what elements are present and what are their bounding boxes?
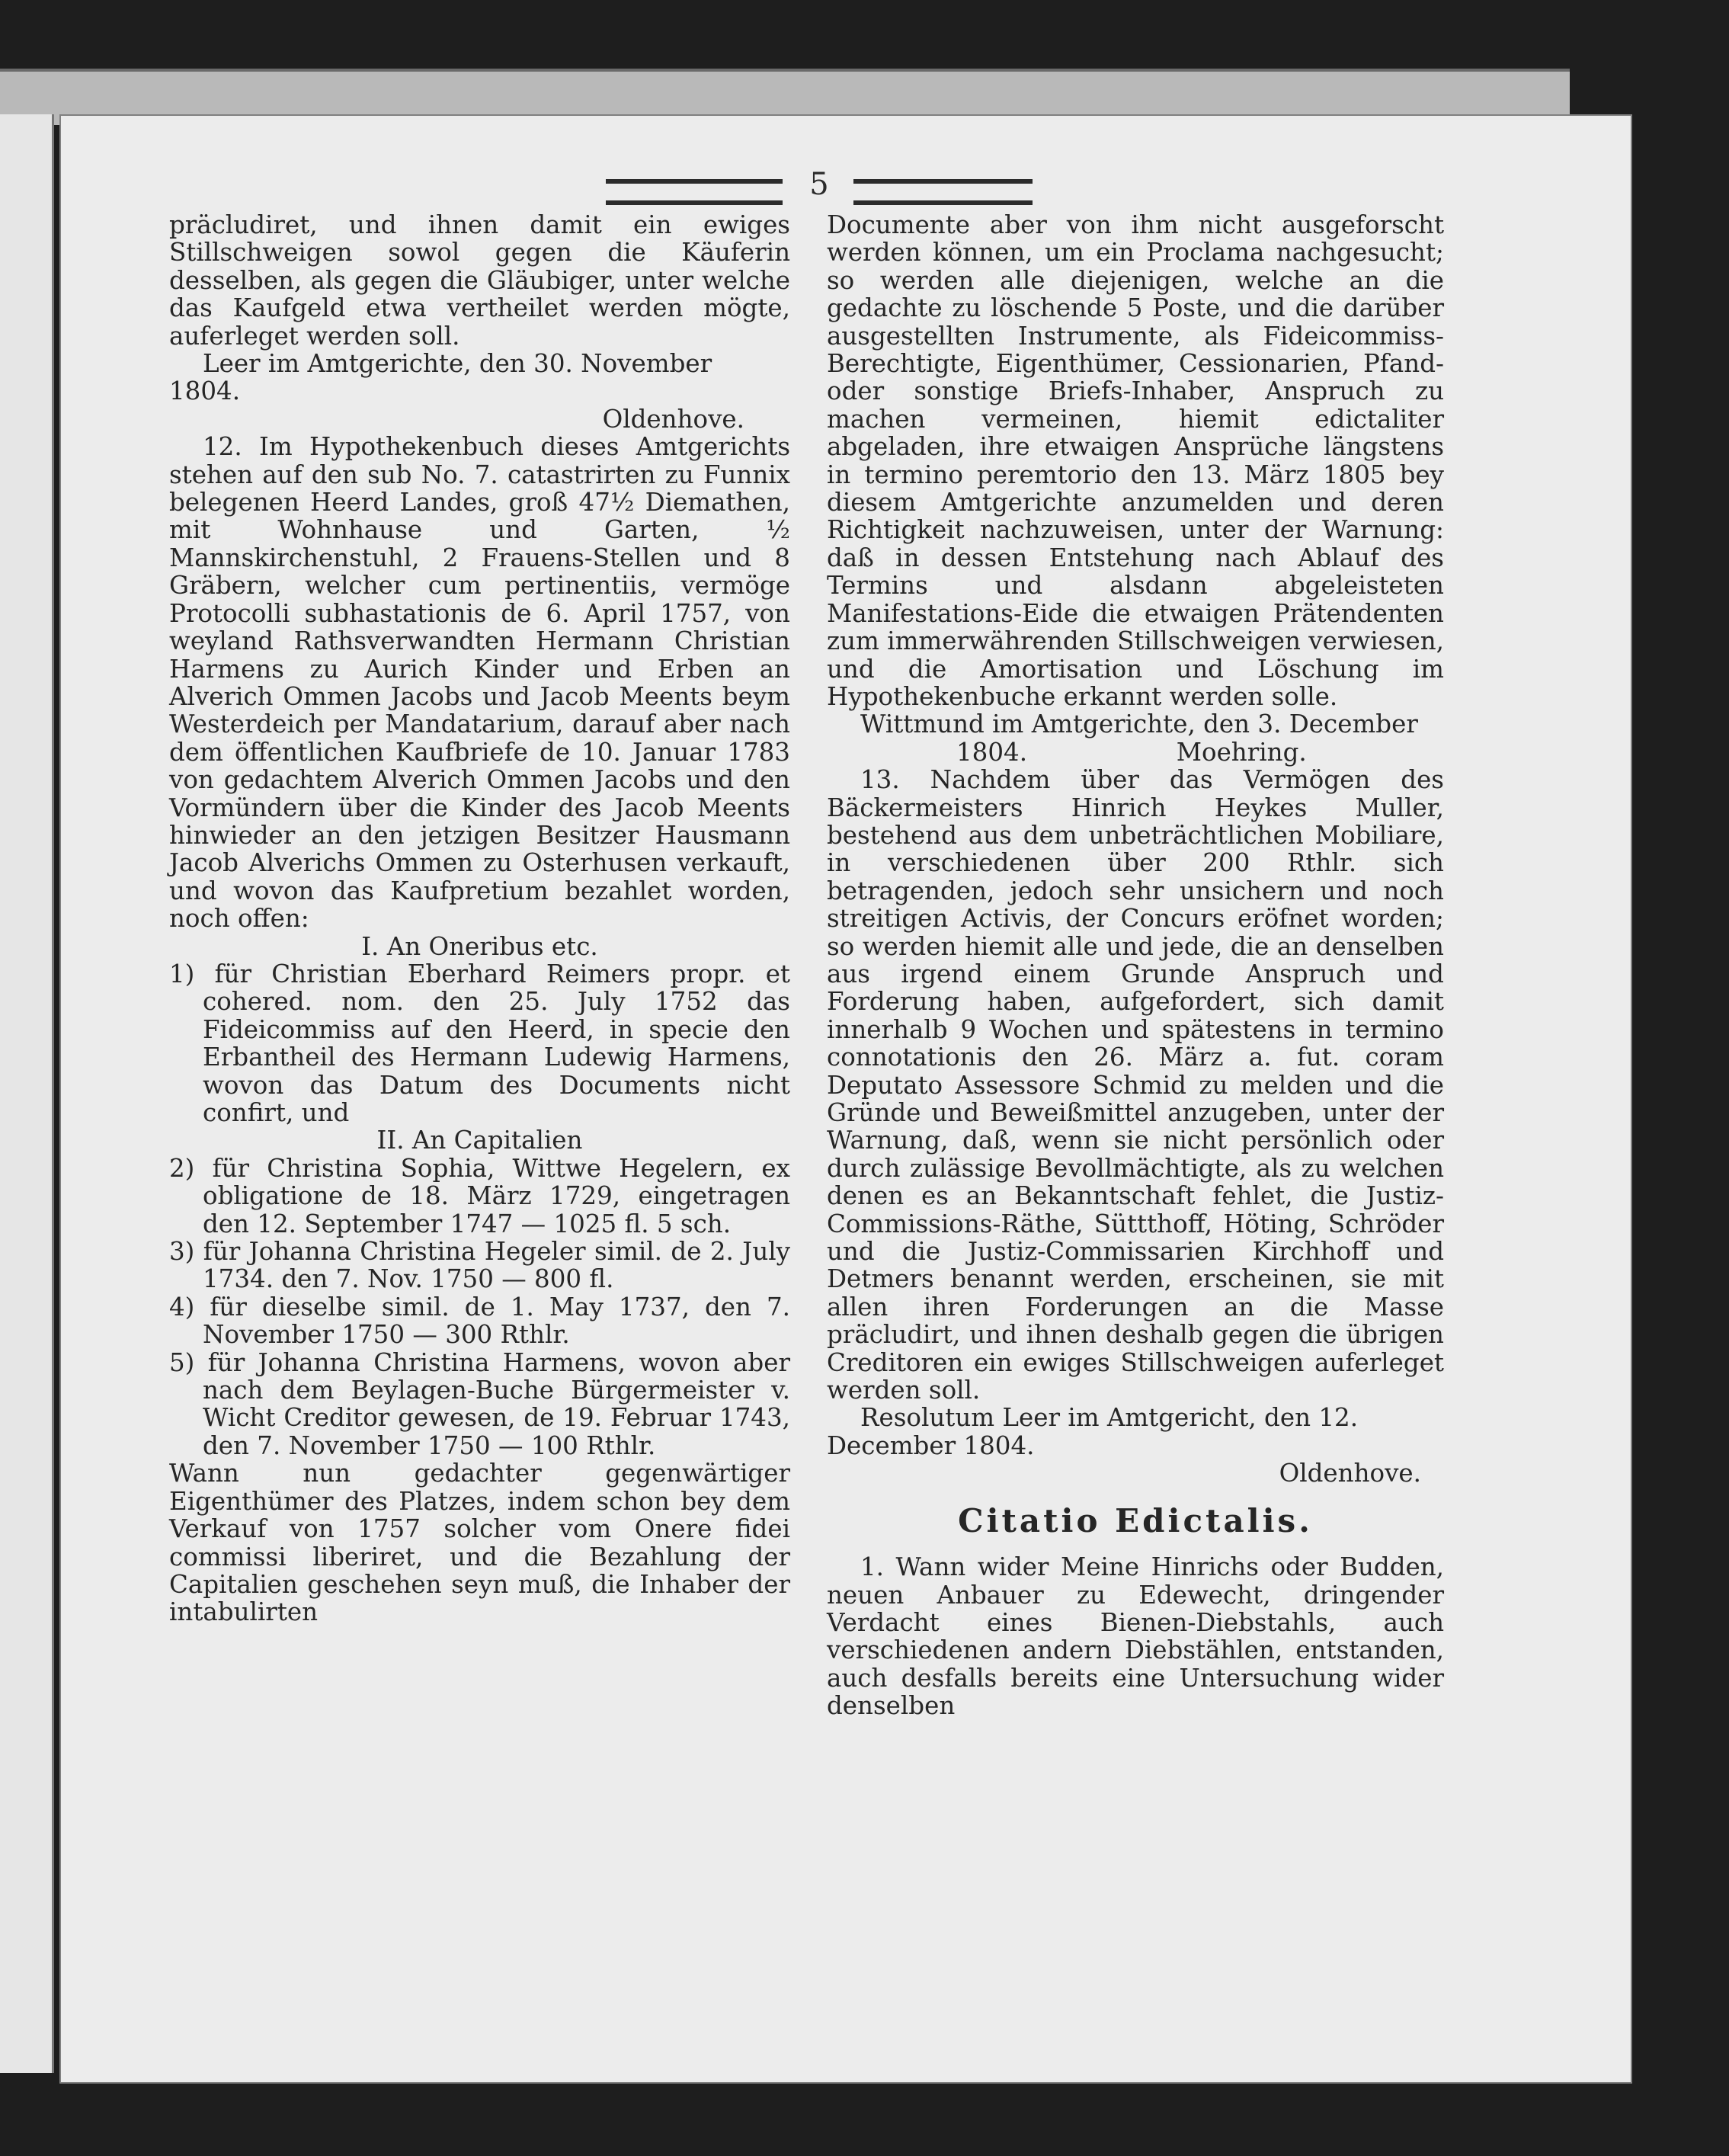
signature-line <box>827 738 1444 766</box>
signature: Oldenhove. <box>1279 1459 1421 1488</box>
section-heading: II. An Capitalien <box>376 1126 583 1155</box>
paragraph: Wann nun gedachter gegenwärtiger Eigenthümer des Platzes, indem schon bey dem Verkauf von 1757 solcher vom Onere fidei commissi liberiret, und die Bezahlung der Capitalien geschehen seyn muß, die Inhaber der intabulirten <box>169 1459 790 1627</box>
section-title: Citatio Edictalis. <box>958 1501 1313 1539</box>
paragraph: 1. Wann wider Meine Hinrichs oder Budden, neuen Anbauer zu Edewecht, dringender Verdacht eines Bienen-Diebstahls, auch verschiedenen andern Diebstählen, entstanden, auch desfalls bereits eine Untersuchung wider denselben <box>827 1552 1444 1721</box>
header-rule-left <box>606 179 783 205</box>
signature: Moehring. <box>1176 737 1307 767</box>
page-number: 5 <box>809 167 829 202</box>
paragraph: 12. Im Hypothekenbuch dieses Amtgerichts stehen auf den sub No. 7. catastrirten zu Funnix belegenen Heerd Landes, groß 47½ Diemathen, mit Wohnhause und Garten, ½ Mannskirchenstuhl, 2 Frauens-Stellen und 8 Gräbern, welcher cum pertinentiis, vermöge Protocolli subhastationis de 6. April 1757, von weyland Rathsverwandten Hermann Christian Harmens zu Aurich Kinder und Erben an Alverich Ommen Jacobs und Jacob Meents beym Westerdeich per Mandatarium, darauf aber nach dem öffentlichen Kaufbriefe de 10. Januar 1783 von gedachtem Alverich Ommen Jacobs und den Vormündern über die Kinder des Jacob Meents hinwieder an den jetzigen Besitzer Hausmann Jacob Alverichs Ommen zu Osterhusen verkauft, und wovon das Kaufpretium bezahlet worden, noch offen: <box>169 432 790 934</box>
list-item: 4) für dieselbe simil. de 1. May 1737, den 7. November 1750 — 300 Rthlr. <box>169 1292 790 1350</box>
facing-page-edge <box>0 114 54 2073</box>
dateline: Wittmund im Amtgerichte, den 3. December <box>860 710 1418 739</box>
dateline: Leer im Amtgerichte, den 30. November 1804. <box>169 349 712 406</box>
list-item: 5) für Johanna Christina Harmens, wovon aber nach dem Beylagen-Buche Bürgermeister v. Wicht Creditor gewesen, de 19. Februar 1743, den 7. November 1750 — 100 Rthlr. <box>169 1347 790 1460</box>
paragraph: Documente aber von ihm nicht ausgeforscht werden können, um ein Proclama nachgesucht; so werden alle diejenigen, welche an die gedachte zu löschende 5 Poste, und die darüber ausgestellten Instrumente, als Fideicommiss-Berechtigte, Eigenthümer, Cessionarien, Pfand- oder sonstige Briefs-Inhaber, Anspruch zu machen vermeinen, hiemit edictaliter abgeladen, ihre etwaigen Ansprüche längstens in termino peremtorio den 13. März 1805 bey diesem Amtgerichte anzumelden und deren Richtigkeit nachzuweisen, unter der Warnung: daß in dessen Entstehung nach Ablauf des Termins und alsdann abgeleisteten Manifestations-Eide die etwaigen Prätendenten zum immerwährenden Stillschweigen verwiesen, und die Amortisation und Löschung im Hypothekenbuche erkannt werden solle. <box>827 210 1444 711</box>
dateline-year: 1804. <box>956 737 1028 767</box>
left-column <box>169 211 790 1626</box>
right-column <box>827 211 1444 1720</box>
header-rule-right <box>853 179 1033 205</box>
section-heading: I. An Oneribus etc. <box>361 931 598 961</box>
signature: Oldenhove. <box>602 404 744 434</box>
list-item: 3) für Johanna Christina Hegeler simil. de 2. July 1734. den 7. Nov. 1750 — 800 fl. <box>169 1237 790 1294</box>
paragraph: präcludiret, und ihnen damit ein ewiges Stillschweigen sowol gegen die Käuferin desselben, als gegen die Gläubiger, unter welche das Kaufgeld etwa vertheilet werden mögte, auferleget werden soll. <box>169 210 790 351</box>
list-item: 1) für Christian Eberhard Reimers propr. et cohered. nom. den 25. July 1752 das Fideicommiss auf den Heerd, in specie den Erbantheil des Hermann Ludewig Harmens, wovon das Datum des Documents nicht confirt, und <box>169 959 790 1127</box>
dateline: Resolutum Leer im Amtgericht, den 12. December 1804. <box>827 1403 1359 1460</box>
list-item: 2) für Christina Sophia, Wittwe Hegelern, ex obligatione de 18. März 1729, eingetragen den 12. September 1747 — 1025 fl. 5 sch. <box>169 1153 790 1238</box>
paragraph: 13. Nachdem über das Vermögen des Bäckermeisters Hinrich Heykes Muller, bestehend aus dem unbeträchtlichen Mobiliare, in verschiedenen über 200 Rthlr. sich betragenden, jedoch sehr unsichern und noch streitigen Activis, der Concurs eröfnet worden; so werden hiemit alle und jede, die an denselben aus irgend einem Grunde Anspruch und Forderung haben, aufgefordert, sich damit innerhalb 9 Wochen und spätestens in termino connotationis den 26. März a. fut. coram Deputato Assessore Schmid zu melden und die Gründe und Beweißmittel anzugeben, unter der Warnung, daß, wenn sie nicht persönlich oder durch zulässige Bevollmächtigte, als zu welchen denen es an Bekanntschaft fehlet, die Justiz-Commissions-Räthe, Süttthoff, Höting, Schröder und die Justiz-Commissarien Kirchhoff und Detmers benannt werden, erscheinen, sie mit allen ihren Forderungen an die Masse präcludirt, und ihnen deshalb gegen die übrigen Creditoren ein ewiges Stillschweigen auferleget werden soll. <box>827 765 1444 1405</box>
